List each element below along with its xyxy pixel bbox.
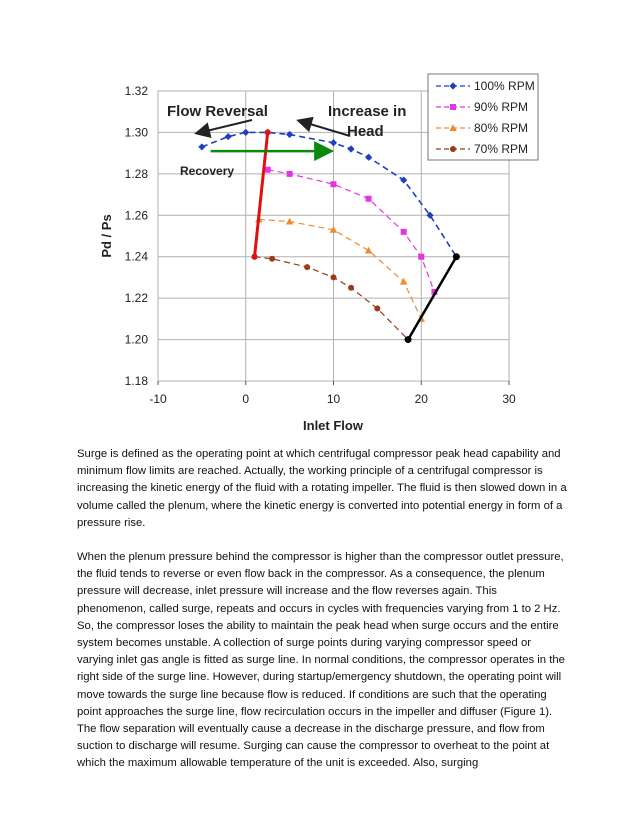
data-point: [331, 181, 337, 187]
head-label: Head: [347, 123, 384, 140]
increase-in-label: Increase in: [328, 103, 407, 120]
y-tick-label: 1.28: [124, 166, 148, 181]
data-point: [348, 285, 354, 291]
stonewall-point: [405, 336, 412, 343]
paragraph-2: When the plenum pressure behind the compressor is higher than the compressor outlet pressure, the fluid tends to reverse or even flow back in the compressor. As a consequence, the plenum pressure will decrease, inlet pressure will increase and the flow reverses again. This phenomenon, called surge, repeats and occurs in cycles with frequencies varying from 1 to 2 Hz. So, the compressor loses the ability to maintain the peak head when surge occurs and the entire system becomes unstable. A collection of surge points during varying compressor speed or varying inlet gas angle is fitted as surge line. In normal conditions, the compressor operates in the right side of the surge line. However, during startup/emergency shutdown, the operating point will move towards the surge line because flow is reduced. If conditions are such that the operating point approaches the surge line, flow recirculation occurs in the impeller and diffuser (Figure 1). The flow separation will eventually cause a decrease in the discharge pressure, and flow from suction to discharge will resume. Surging can cause the compressor to overheat to the point at which the maximum allowable temperature of the unit is exceeded. Also, surging: [77, 551, 565, 770]
legend-label: 80% RPM: [474, 121, 529, 135]
recovery-label: Recovery: [180, 164, 235, 178]
stonewall-point: [453, 253, 460, 260]
x-tick-label: -10: [149, 392, 167, 406]
data-point: [366, 196, 372, 202]
data-point: [265, 167, 271, 173]
x-tick-label: 30: [502, 392, 516, 406]
surge-point: [265, 129, 271, 135]
body-text: [77, 446, 567, 790]
y-tick-label: 1.24: [124, 249, 148, 264]
y-tick-label: 1.20: [124, 332, 148, 347]
y-tick-label: 1.30: [124, 125, 148, 140]
data-point: [304, 264, 310, 270]
paragraph-1: Surge is defined as the operating point at which centrifugal compressor peak head capability and minimum flow limits are reached. Actually, the working principle of a centrifugal compressor is increasing the kinetic energy of the fluid with a rotating impeller. The fluid is then slowed down in a volume called the plenum, where the kinetic energy is converted into potential energy in form of a pressure rise.: [77, 448, 567, 529]
data-point: [418, 254, 424, 260]
x-tick-label: 0: [242, 392, 250, 406]
y-tick-label: 1.32: [124, 84, 148, 98]
surge-point: [252, 254, 258, 260]
legend-label: 100% RPM: [474, 79, 535, 93]
data-point: [331, 274, 337, 280]
data-point: [269, 256, 275, 262]
x-axis-title: Inlet Flow: [303, 418, 363, 433]
data-point: [450, 104, 456, 110]
y-tick-label: 1.18: [124, 374, 148, 388]
legend-label: 90% RPM: [474, 100, 529, 114]
x-tick-label: 20: [414, 392, 428, 406]
x-tick-label: 10: [326, 392, 341, 406]
y-tick-label: 1.26: [124, 208, 148, 223]
legend: [428, 74, 538, 160]
y-axis-title: Pd / Ps: [99, 214, 114, 258]
flow-reversal-label: Flow Reversal: [167, 103, 268, 120]
y-tick-label: 1.22: [124, 291, 148, 306]
data-point: [401, 229, 407, 235]
data-point: [374, 306, 380, 312]
data-point: [287, 171, 293, 177]
legend-label: 70% RPM: [474, 142, 529, 156]
data-point: [450, 146, 456, 152]
